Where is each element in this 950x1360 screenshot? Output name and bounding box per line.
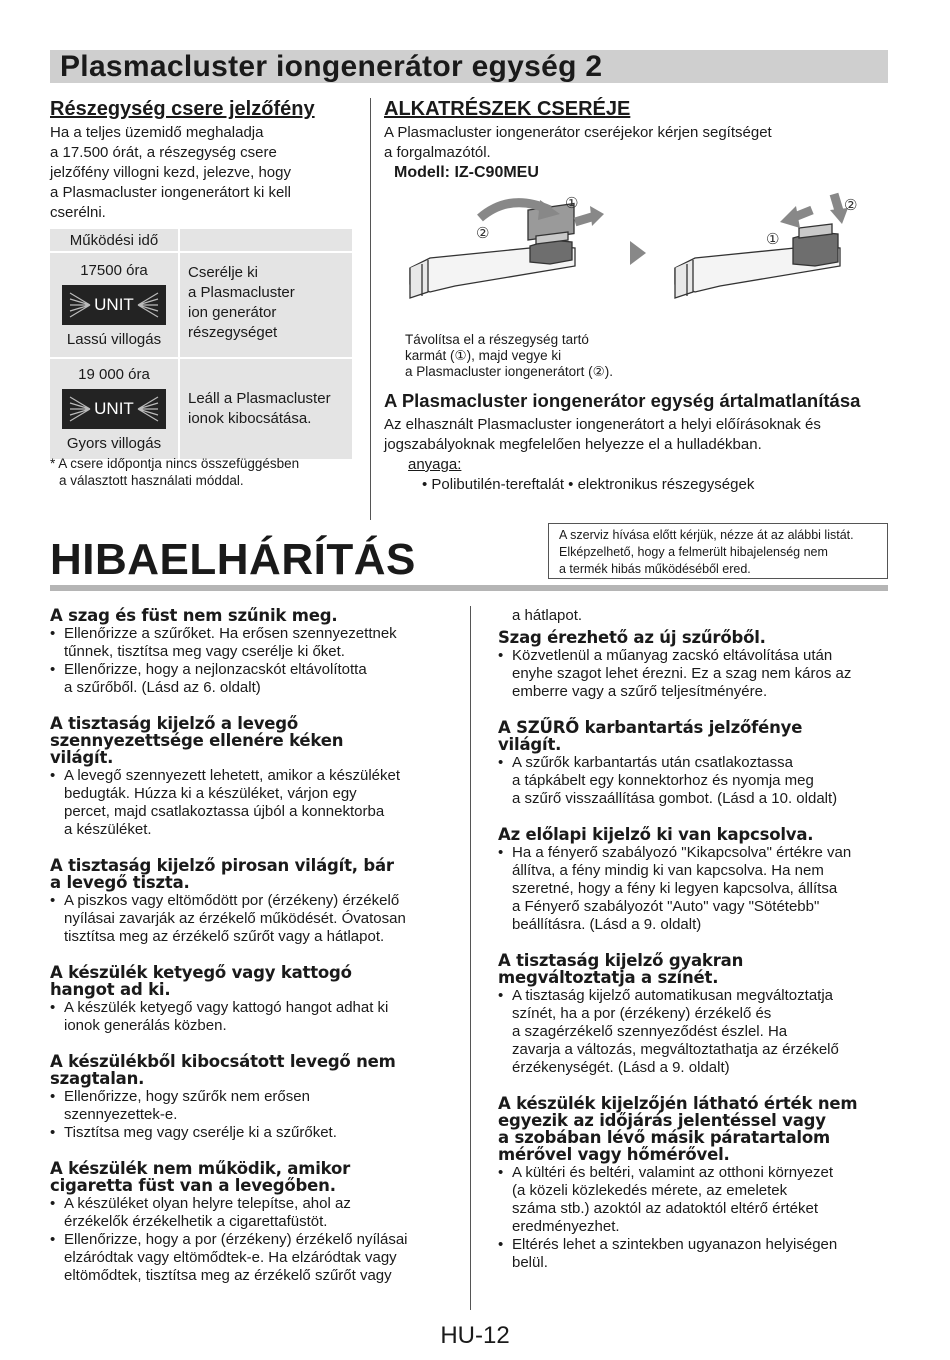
solution-bullet: • Ellenőrizze a szűrőket. Ha erősen szennyezettnek tűnnek, tisztítsa meg vagy cserélje ki őket. <box>50 625 455 661</box>
section-title: Plasmacluster iongenerátor egység 2 <box>60 50 603 83</box>
continuation-text: a hátlapot. <box>512 607 583 624</box>
row-1-time: 17500 óra <box>80 262 148 279</box>
problem-heading: Szag érezhető az új szűrőből. <box>498 628 766 647</box>
solution-bullet: • A levegő szennyezett lehetett, amikor a készüléket bedugták. Húzza ki a készüléket, várjon egy percet, majd csatlakoztassa újból a konnektorba a készüléket. <box>50 767 455 839</box>
problem-heading: Az előlapi kijelző ki van kapcsolva. <box>498 825 814 844</box>
ion-generator-drawing-1 <box>410 204 575 298</box>
indicator-footnote: * A csere időpontja nincs összefüggésben a választott használati móddal. <box>50 456 300 488</box>
solution-bullet: • A készülék ketyegő vagy kattogó hangot adhat ki ionok generálás közben. <box>50 999 455 1035</box>
column-divider <box>470 606 471 1310</box>
solution-bullet: • A piszkos vagy eltömődött por (érzékeny) érzékelő nyílásai zavarják az érzékelő működését. Óvatosan tisztítsa meg az érzékelő szűrőt vagy a hátlapot. <box>50 892 455 946</box>
solution-bullet: • Tisztítsa meg vagy cserélje ki a szűrőket. <box>50 1124 455 1142</box>
troubleshooting-bar <box>50 585 888 591</box>
problem-heading: A szag és füst nem szűnik meg. <box>50 606 338 625</box>
next-step-arrow-icon <box>630 241 646 265</box>
ion-generator-drawing-2 <box>675 224 840 298</box>
indicator-intro: Ha a teljes üzemidő meghaladja a 17.500 órát, a részegység csere jelzőfény villogni kezd, jelezve, hogy a Plasmacluster iongenerátort ki kell cserélni. <box>50 124 291 221</box>
table-row-1-status <box>50 253 178 357</box>
solution-bullet: • A tisztaság kijelző automatikusan megváltoztatja színét, ha a por (érzékeny) érzékelő és a szagérzékelő szennyeződést észlel. Ha zavarja a változás, megváltoztathatja az érzékelő érzékenységét. (Lásd a 9. oldalt) <box>498 987 893 1077</box>
solution-bullet: • A kültéri és beltéri, valamint az otthoni környezet (a közeli közlekedés mérete, az emeletek száma stb.) azoktól az adatoktól eltérő értéket eredményezhet. <box>498 1164 893 1236</box>
problem-heading: A készülék ketyegő vagy kattogó hangot ad ki. <box>50 963 352 999</box>
parts-heading: ALKATRÉSZEK CSERÉJE <box>384 98 631 120</box>
solution-bullet: • A készüléket olyan helyre telepítse, ahol az érzékelők érzékelhetik a cigarettafüstöt. <box>50 1195 455 1231</box>
troubleshooting-item <box>498 952 893 1077</box>
problem-heading: A készülékből kibocsátott levegő nem szagtalan. <box>50 1052 396 1088</box>
troubleshooting-item <box>50 964 455 1035</box>
disposal-text: Az elhasznált Plasmacluster iongenerátort a helyi előírásoknak és jogszabályoknak megfelelően helyezze el a hulladékban. <box>384 416 821 453</box>
disposal-heading: A Plasmacluster iongenerátor egység ártalmatlanítása <box>384 390 861 411</box>
table-row-1-action: Cserélje ki a Plasmacluster ion generátor részegységet <box>180 253 352 357</box>
row-2-blink: Gyors villogás <box>66 435 162 452</box>
table-row-2-status <box>50 359 178 459</box>
material-list: • Polibutilén-tereftalát • elektronikus részegységek <box>422 476 755 493</box>
table-header-time: Működési idő <box>50 229 178 251</box>
solution-bullet: • Ellenőrizze, hogy a por (érzékeny) érzékelő nyílásai elzáródtak vagy eltömődtek-e. Ha elzáródtak vagy eltömődtek, tisztítsa meg az érzékelő szűrőt vagy <box>50 1231 455 1285</box>
troubleshooting-item <box>50 715 455 839</box>
troubleshooting-item <box>50 1053 455 1142</box>
svg-text:②: ② <box>844 196 858 214</box>
solution-bullet: • Ha a fényerő szabályozó "Kikapcsolva" értékre van állítva, a fény mindig ki van kapcsolva. Ha nem szeretné, hogy a fény ki legyen kapcsolva, állítsa a Fényerő szabályozót "Auto" vagy "Sötétebb" beállításra. (Lásd a 9. oldalt) <box>498 844 893 934</box>
troubleshooting-item <box>50 857 455 946</box>
parts-section <box>384 98 889 183</box>
indicator-table <box>48 227 354 461</box>
solution-bullet: • Közvetlenül a műanyag zacskó eltávolítása után enyhe szagot lehet érezni. Ez a szag nem káros az emberre vagy a szűrő teljesítményére. <box>498 647 893 701</box>
disposal-section <box>384 390 889 495</box>
troubleshooting-right-column <box>498 607 893 1290</box>
indicator-heading: Részegység csere jelzőfény <box>50 98 315 120</box>
problem-heading: A tisztaság kijelző a levegő szennyezettsége ellenére kéken világít. <box>50 714 344 767</box>
troubleshooting-item <box>498 629 893 701</box>
svg-text:①: ① <box>565 194 579 212</box>
indicator-section <box>50 98 355 223</box>
troubleshooting-title: HIBAELHÁRÍTÁS <box>50 535 416 584</box>
solution-bullet: • Ellenőrizze, hogy szűrők nem erősen szennyezettek-e. <box>50 1088 455 1124</box>
troubleshooting-item <box>498 719 893 808</box>
troubleshooting-item <box>498 826 893 934</box>
material-label: anyaga: <box>408 456 462 473</box>
troubleshooting-left-column <box>50 607 455 1303</box>
parts-intro: A Plasmacluster iongenerátor cseréjekor kérjen segítséget a forgalmazótól. <box>384 124 772 161</box>
illustration-caption: Távolítsa el a részegység tartó karmát (①), majd vegye ki a Plasmacluster iongenerátort (②). <box>405 332 613 379</box>
problem-heading: A tisztaság kijelző gyakran megváltoztatja a színét. <box>498 951 744 987</box>
svg-text:①: ① <box>766 230 780 248</box>
solution-bullet: • A szűrők karbantartás után csatlakoztassa a tápkábelt egy konnektorhoz és nyomja meg a szűrő visszaállítása gombot. (Lásd a 10. oldalt) <box>498 754 893 808</box>
troubleshooting-note: A szerviz hívása előtt kérjük, nézze át az alábbi listát. Elképzelhető, hogy a felmerült hibajelenség nem a termék hibás működéséből ered. <box>548 523 888 579</box>
table-row-2-action: Leáll a Plasmacluster ionok kibocsátása. <box>180 359 352 459</box>
row-2-time: 19 000 óra <box>78 366 150 383</box>
unit-indicator-icon: UNIT <box>62 285 166 325</box>
replacement-illustration <box>400 188 880 328</box>
solution-bullet: • Ellenőrizze, hogy a nejlonzacskót eltávolította a szűrőből. (Lásd az 6. oldalt) <box>50 661 455 697</box>
problem-heading: A készülék kijelzőjén látható érték nem egyezik az időjárás jelentéssel vagy a szobában lévő másik páratartalom mérővel vagy hőmérővel. <box>498 1094 858 1164</box>
svg-text:②: ② <box>476 224 490 242</box>
unit-indicator-icon: UNIT <box>62 389 166 429</box>
row-1-blink: Lassú villogás <box>66 331 162 348</box>
problem-heading: A készülék nem működik, amikor cigaretta füst van a levegőben. <box>50 1159 351 1195</box>
troubleshooting-item <box>498 1095 893 1272</box>
model-label: Modell: IZ-C90MEU <box>394 164 539 181</box>
column-divider <box>370 98 371 520</box>
problem-heading: A SZŰRŐ karbantartás jelzőfénye világít. <box>498 718 803 754</box>
page-number: HU-12 <box>440 1322 510 1349</box>
problem-heading: A tisztaság kijelző pirosan világít, bár a levegő tiszta. <box>50 856 394 892</box>
solution-bullet: • Eltérés lehet a szintekben ugyanazon helyiségen belül. <box>498 1236 893 1272</box>
troubleshooting-item <box>50 1160 455 1285</box>
troubleshooting-item <box>50 607 455 697</box>
